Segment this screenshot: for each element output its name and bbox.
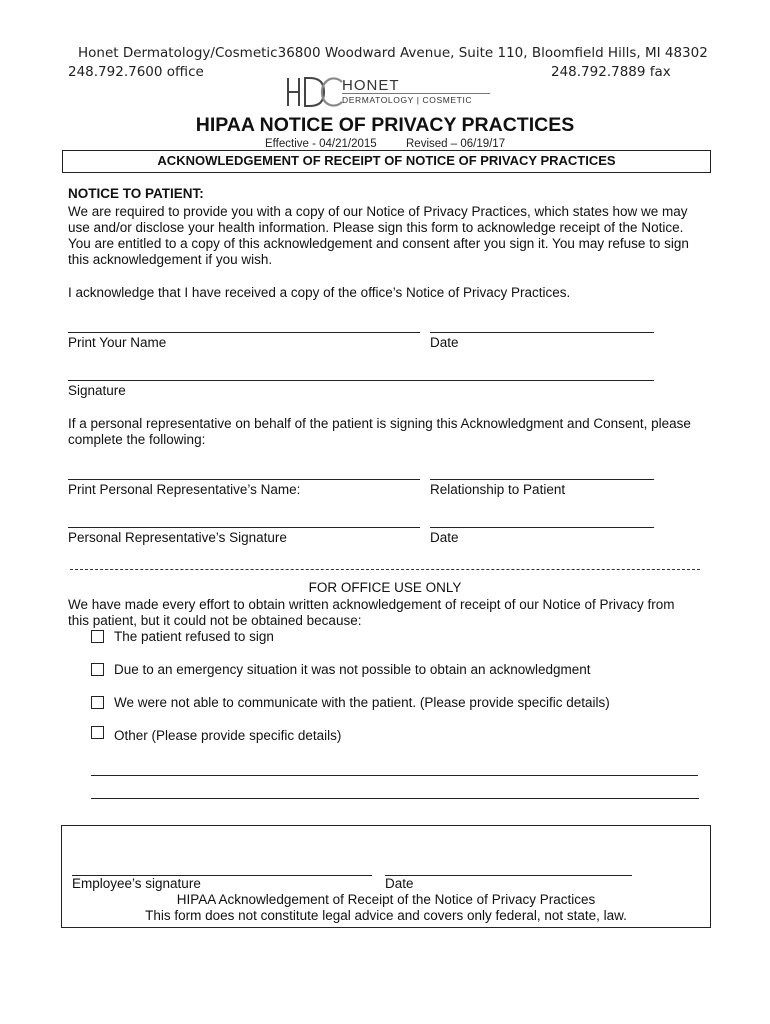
rep-date-line[interactable] bbox=[430, 527, 654, 528]
notice-heading: NOTICE TO PATIENT: bbox=[68, 186, 204, 201]
office-use-heading: FOR OFFICE USE ONLY bbox=[308, 580, 462, 595]
employee-signature-label: Employee’s signature bbox=[72, 876, 201, 891]
employee-box bbox=[61, 825, 711, 928]
address-line: Honet Dermatology/Cosmetic36800 Woodward Avenue, Suite 110, Bloomfield Hills, MI 48302 bbox=[78, 45, 708, 61]
print-name-line[interactable] bbox=[68, 332, 420, 333]
fax-phone: 248.792.7889 fax bbox=[551, 64, 671, 80]
rep-intro-line-1: If a personal representative on behalf of the patient is signing this Acknowledgment and Consent, please bbox=[68, 416, 691, 431]
employee-date-label: Date bbox=[385, 876, 414, 891]
option-emergency: Due to an emergency situation it was not possible to obtain an acknowledgment bbox=[114, 662, 591, 677]
checkbox-refused[interactable] bbox=[91, 630, 104, 643]
option-refused: The patient refused to sign bbox=[114, 629, 274, 644]
ack-heading-box bbox=[62, 150, 711, 173]
notice-line-2: use and/or disclose your health information. Please sign this form to acknowledge receipt of the Notice. bbox=[68, 220, 684, 235]
section-divider bbox=[70, 569, 700, 570]
disclaimer: This form does not constitute legal advice and covers only federal, not state, law. bbox=[145, 908, 627, 923]
employee-date-line[interactable] bbox=[385, 875, 632, 876]
office-intro-line-2: this patient, but it could not be obtained because: bbox=[68, 613, 362, 628]
rep-date-label: Date bbox=[430, 530, 459, 545]
checkbox-other[interactable] bbox=[91, 726, 104, 739]
logo-name: HONET bbox=[342, 77, 400, 94]
office-phone: 248.792.7600 office bbox=[68, 64, 204, 80]
clinic-logo bbox=[284, 75, 494, 109]
details-line-2[interactable] bbox=[91, 798, 699, 799]
office-intro-line-1: We have made every effort to obtain written acknowledgement of receipt of our Notice of Privacy from bbox=[68, 597, 675, 612]
option-communication: We were not able to communicate with the patient. (Please provide specific details) bbox=[114, 695, 610, 710]
acknowledge-statement: I acknowledge that I have received a copy of the office’s Notice of Privacy Practices. bbox=[68, 285, 571, 300]
checkbox-communication[interactable] bbox=[91, 696, 104, 709]
relationship-label: Relationship to Patient bbox=[430, 482, 566, 497]
date-label: Date bbox=[430, 335, 459, 350]
rep-signature-label: Personal Representative’s Signature bbox=[68, 530, 287, 545]
rep-intro-line-2: complete the following: bbox=[68, 432, 206, 447]
effective-date: Effective - 04/21/2015 bbox=[265, 138, 377, 150]
rep-name-label: Print Personal Representative’s Name: bbox=[68, 482, 301, 497]
notice-line-1: We are required to provide you with a copy of our Notice of Privacy Practices, which states how we may bbox=[68, 204, 688, 219]
rep-signature-line[interactable] bbox=[68, 527, 420, 528]
print-name-label: Print Your Name bbox=[68, 335, 167, 350]
page-title: HIPAA NOTICE OF PRIVACY PRACTICES bbox=[195, 114, 575, 136]
notice-line-4: this acknowledgement if you wish. bbox=[68, 252, 273, 267]
relationship-line[interactable] bbox=[430, 479, 654, 480]
checkbox-emergency[interactable] bbox=[91, 663, 104, 676]
notice-line-3: You are entitled to a copy of this acknowledgement and consent after you sign it. You may refuse to sign bbox=[68, 236, 689, 251]
signature-label: Signature bbox=[68, 383, 126, 398]
rep-name-line[interactable] bbox=[68, 479, 420, 480]
logo-tagline: DERMATOLOGY | COSMETIC bbox=[342, 95, 473, 105]
ack-heading: ACKNOWLEDGEMENT OF RECEIPT OF NOTICE OF PRIVACY PRACTICES bbox=[157, 153, 616, 168]
signature-line[interactable] bbox=[68, 380, 654, 381]
details-line-1[interactable] bbox=[91, 775, 698, 776]
form-title: HIPAA Acknowledgement of Receipt of the Notice of Privacy Practices bbox=[176, 892, 596, 907]
date-line[interactable] bbox=[430, 332, 654, 333]
revised-date: Revised – 06/19/17 bbox=[406, 138, 506, 150]
option-other: Other (Please provide specific details) bbox=[114, 728, 342, 743]
